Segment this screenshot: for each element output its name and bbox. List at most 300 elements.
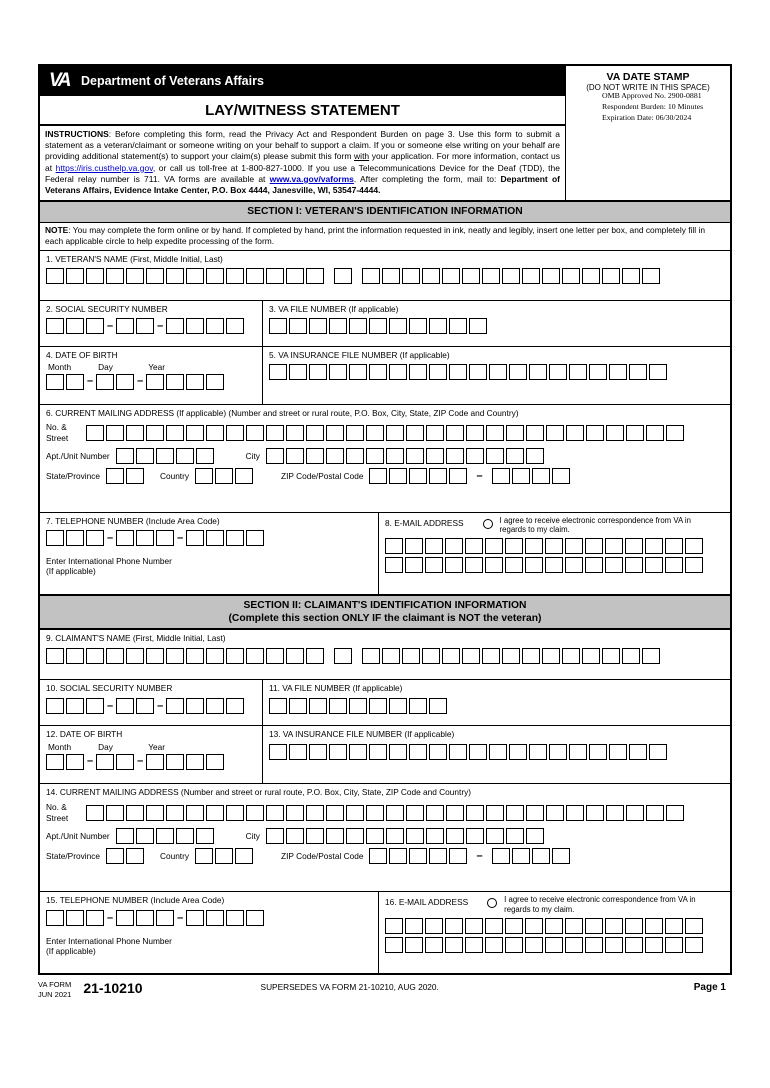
letter-box[interactable] xyxy=(266,828,284,844)
email-consent-radio[interactable] xyxy=(483,519,493,529)
letter-box[interactable] xyxy=(405,918,423,934)
letter-box[interactable] xyxy=(685,937,703,953)
letter-box[interactable] xyxy=(605,557,623,573)
letter-box[interactable] xyxy=(116,828,134,844)
letter-box[interactable] xyxy=(629,744,647,760)
letter-box[interactable] xyxy=(506,805,524,821)
letter-box[interactable] xyxy=(106,648,124,664)
letter-box[interactable] xyxy=(406,828,424,844)
letter-box[interactable] xyxy=(329,364,347,380)
letter-box[interactable] xyxy=(176,828,194,844)
letter-box[interactable] xyxy=(306,648,324,664)
letter-box[interactable] xyxy=(346,425,364,441)
letter-box[interactable] xyxy=(86,698,104,714)
letter-box[interactable] xyxy=(602,268,620,284)
letter-box[interactable] xyxy=(422,648,440,664)
letter-box[interactable] xyxy=(385,538,403,554)
letter-box[interactable] xyxy=(46,754,64,770)
letter-box[interactable] xyxy=(445,937,463,953)
letter-box[interactable] xyxy=(206,910,224,926)
letter-box[interactable] xyxy=(226,530,244,546)
letter-box[interactable] xyxy=(186,318,204,334)
letter-box[interactable] xyxy=(449,318,467,334)
letter-box[interactable] xyxy=(289,364,307,380)
letter-box[interactable] xyxy=(426,448,444,464)
letter-box[interactable] xyxy=(195,848,213,864)
letter-box[interactable] xyxy=(166,268,184,284)
letter-box[interactable] xyxy=(466,828,484,844)
letter-box[interactable] xyxy=(469,318,487,334)
letter-box[interactable] xyxy=(96,374,114,390)
letter-box[interactable] xyxy=(96,754,114,770)
letter-box[interactable] xyxy=(429,318,447,334)
letter-box[interactable] xyxy=(206,648,224,664)
letter-box[interactable] xyxy=(602,648,620,664)
letter-box[interactable] xyxy=(369,468,387,484)
letter-box[interactable] xyxy=(565,918,583,934)
letter-box[interactable] xyxy=(329,698,347,714)
letter-box[interactable] xyxy=(289,698,307,714)
letter-box[interactable] xyxy=(425,557,443,573)
letter-box[interactable] xyxy=(306,805,324,821)
letter-box[interactable] xyxy=(326,448,344,464)
letter-box[interactable] xyxy=(402,268,420,284)
letter-box[interactable] xyxy=(226,268,244,284)
letter-box[interactable] xyxy=(146,754,164,770)
letter-box[interactable] xyxy=(585,538,603,554)
letter-box[interactable] xyxy=(369,318,387,334)
letter-box[interactable] xyxy=(329,318,347,334)
letter-box[interactable] xyxy=(485,557,503,573)
letter-box[interactable] xyxy=(445,557,463,573)
letter-box[interactable] xyxy=(545,937,563,953)
letter-box[interactable] xyxy=(286,448,304,464)
letter-box[interactable] xyxy=(86,425,104,441)
letter-box[interactable] xyxy=(626,805,644,821)
letter-box[interactable] xyxy=(685,557,703,573)
letter-box[interactable] xyxy=(186,754,204,770)
letter-box[interactable] xyxy=(116,698,134,714)
letter-box[interactable] xyxy=(489,364,507,380)
letter-box[interactable] xyxy=(106,425,124,441)
letter-box[interactable] xyxy=(505,557,523,573)
letter-box[interactable] xyxy=(429,848,447,864)
letter-box[interactable] xyxy=(46,910,64,926)
letter-box[interactable] xyxy=(665,937,683,953)
letter-box[interactable] xyxy=(549,364,567,380)
letter-box[interactable] xyxy=(86,805,104,821)
letter-box[interactable] xyxy=(286,648,304,664)
letter-box[interactable] xyxy=(422,268,440,284)
letter-box[interactable] xyxy=(326,828,344,844)
letter-box[interactable] xyxy=(186,530,204,546)
letter-box[interactable] xyxy=(409,364,427,380)
letter-box[interactable] xyxy=(526,805,544,821)
letter-box[interactable] xyxy=(565,557,583,573)
letter-box[interactable] xyxy=(366,805,384,821)
letter-box[interactable] xyxy=(542,268,560,284)
letter-box[interactable] xyxy=(609,744,627,760)
letter-box[interactable] xyxy=(402,648,420,664)
letter-box[interactable] xyxy=(446,448,464,464)
letter-box[interactable] xyxy=(286,268,304,284)
letter-box[interactable] xyxy=(429,468,447,484)
letter-box[interactable] xyxy=(509,744,527,760)
letter-box[interactable] xyxy=(449,468,467,484)
letter-box[interactable] xyxy=(226,318,244,334)
letter-box[interactable] xyxy=(196,828,214,844)
letter-box[interactable] xyxy=(366,828,384,844)
letter-box[interactable] xyxy=(46,698,64,714)
letter-box[interactable] xyxy=(215,468,233,484)
letter-box[interactable] xyxy=(629,364,647,380)
letter-box[interactable] xyxy=(116,318,134,334)
letter-box[interactable] xyxy=(442,648,460,664)
letter-box[interactable] xyxy=(492,468,510,484)
letter-box[interactable] xyxy=(146,425,164,441)
letter-box[interactable] xyxy=(565,937,583,953)
letter-box[interactable] xyxy=(136,530,154,546)
letter-box[interactable] xyxy=(66,698,84,714)
letter-box[interactable] xyxy=(386,828,404,844)
letter-box[interactable] xyxy=(116,374,134,390)
letter-box[interactable] xyxy=(46,374,64,390)
letter-box[interactable] xyxy=(136,448,154,464)
letter-box[interactable] xyxy=(665,538,683,554)
letter-box[interactable] xyxy=(609,364,627,380)
letter-box[interactable] xyxy=(362,268,380,284)
letter-box[interactable] xyxy=(66,268,84,284)
letter-box[interactable] xyxy=(326,425,344,441)
letter-box[interactable] xyxy=(385,918,403,934)
letter-box[interactable] xyxy=(529,364,547,380)
letter-box[interactable] xyxy=(386,448,404,464)
letter-box[interactable] xyxy=(486,448,504,464)
letter-box[interactable] xyxy=(429,698,447,714)
letter-box[interactable] xyxy=(665,918,683,934)
letter-box[interactable] xyxy=(156,910,174,926)
letter-box[interactable] xyxy=(309,698,327,714)
letter-box[interactable] xyxy=(582,648,600,664)
letter-box[interactable] xyxy=(266,448,284,464)
letter-box[interactable] xyxy=(309,364,327,380)
letter-box[interactable] xyxy=(186,698,204,714)
letter-box[interactable] xyxy=(136,828,154,844)
letter-box[interactable] xyxy=(389,364,407,380)
letter-box[interactable] xyxy=(626,425,644,441)
letter-box[interactable] xyxy=(166,754,184,770)
letter-box[interactable] xyxy=(465,538,483,554)
letter-box[interactable] xyxy=(642,648,660,664)
letter-box[interactable] xyxy=(605,538,623,554)
letter-box[interactable] xyxy=(642,268,660,284)
letter-box[interactable] xyxy=(46,268,64,284)
letter-box[interactable] xyxy=(116,530,134,546)
letter-box[interactable] xyxy=(226,910,244,926)
letter-box[interactable] xyxy=(246,648,264,664)
letter-box[interactable] xyxy=(206,805,224,821)
letter-box[interactable] xyxy=(589,744,607,760)
letter-box[interactable] xyxy=(489,744,507,760)
letter-box[interactable] xyxy=(126,425,144,441)
letter-box[interactable] xyxy=(66,648,84,664)
letter-box[interactable] xyxy=(409,318,427,334)
letter-box[interactable] xyxy=(116,910,134,926)
letter-box[interactable] xyxy=(482,268,500,284)
letter-box[interactable] xyxy=(86,648,104,664)
letter-box[interactable] xyxy=(66,374,84,390)
letter-box[interactable] xyxy=(532,848,550,864)
letter-box[interactable] xyxy=(509,364,527,380)
letter-box[interactable] xyxy=(446,805,464,821)
letter-box[interactable] xyxy=(545,538,563,554)
letter-box[interactable] xyxy=(425,918,443,934)
letter-box[interactable] xyxy=(146,648,164,664)
letter-box[interactable] xyxy=(645,557,663,573)
letter-box[interactable] xyxy=(389,744,407,760)
letter-box[interactable] xyxy=(286,805,304,821)
letter-box[interactable] xyxy=(136,698,154,714)
letter-box[interactable] xyxy=(606,425,624,441)
letter-box[interactable] xyxy=(306,448,324,464)
letter-box[interactable] xyxy=(426,828,444,844)
letter-box[interactable] xyxy=(465,557,483,573)
letter-box[interactable] xyxy=(306,828,324,844)
letter-box[interactable] xyxy=(346,828,364,844)
letter-box[interactable] xyxy=(166,698,184,714)
letter-box[interactable] xyxy=(215,848,233,864)
letter-box[interactable] xyxy=(186,268,204,284)
letter-box[interactable] xyxy=(126,848,144,864)
letter-box[interactable] xyxy=(166,425,184,441)
letter-box[interactable] xyxy=(146,268,164,284)
letter-box[interactable] xyxy=(235,848,253,864)
letter-box[interactable] xyxy=(522,648,540,664)
letter-box[interactable] xyxy=(246,268,264,284)
letter-box[interactable] xyxy=(429,744,447,760)
letter-box[interactable] xyxy=(86,530,104,546)
letter-box[interactable] xyxy=(512,848,530,864)
letter-box[interactable] xyxy=(649,744,667,760)
letter-box[interactable] xyxy=(546,805,564,821)
letter-box[interactable] xyxy=(389,318,407,334)
letter-box[interactable] xyxy=(466,425,484,441)
letter-box[interactable] xyxy=(465,918,483,934)
letter-box[interactable] xyxy=(126,268,144,284)
letter-box[interactable] xyxy=(269,364,287,380)
letter-box[interactable] xyxy=(206,268,224,284)
iris-link[interactable]: https://iris.custhelp.va.gov xyxy=(55,162,153,173)
letter-box[interactable] xyxy=(542,648,560,664)
letter-box[interactable] xyxy=(326,805,344,821)
letter-box[interactable] xyxy=(469,364,487,380)
letter-box[interactable] xyxy=(605,918,623,934)
letter-box[interactable] xyxy=(646,805,664,821)
letter-box[interactable] xyxy=(146,805,164,821)
letter-box[interactable] xyxy=(486,425,504,441)
letter-box[interactable] xyxy=(166,318,184,334)
letter-box[interactable] xyxy=(409,848,427,864)
letter-box[interactable] xyxy=(286,828,304,844)
letter-box[interactable] xyxy=(526,828,544,844)
letter-box[interactable] xyxy=(582,268,600,284)
letter-box[interactable] xyxy=(409,698,427,714)
letter-box[interactable] xyxy=(226,805,244,821)
letter-box[interactable] xyxy=(425,937,443,953)
letter-box[interactable] xyxy=(625,918,643,934)
letter-box[interactable] xyxy=(136,318,154,334)
letter-box[interactable] xyxy=(405,557,423,573)
letter-box[interactable] xyxy=(366,425,384,441)
letter-box[interactable] xyxy=(226,698,244,714)
letter-box[interactable] xyxy=(346,805,364,821)
letter-box[interactable] xyxy=(442,268,460,284)
letter-box[interactable] xyxy=(106,268,124,284)
letter-box[interactable] xyxy=(266,648,284,664)
letter-box[interactable] xyxy=(309,318,327,334)
letter-box[interactable] xyxy=(186,425,204,441)
letter-box[interactable] xyxy=(585,918,603,934)
letter-box[interactable] xyxy=(166,805,184,821)
letter-box[interactable] xyxy=(156,530,174,546)
letter-box[interactable] xyxy=(235,468,253,484)
letter-box[interactable] xyxy=(502,268,520,284)
letter-box[interactable] xyxy=(86,268,104,284)
letter-box[interactable] xyxy=(525,538,543,554)
letter-box[interactable] xyxy=(649,364,667,380)
letter-box[interactable] xyxy=(449,744,467,760)
letter-box[interactable] xyxy=(366,448,384,464)
letter-box[interactable] xyxy=(269,698,287,714)
letter-box[interactable] xyxy=(405,937,423,953)
letter-box[interactable] xyxy=(569,744,587,760)
vaforms-link[interactable]: www.va.gov/vaforms xyxy=(269,173,354,184)
letter-box[interactable] xyxy=(146,374,164,390)
letter-box[interactable] xyxy=(306,425,324,441)
letter-box[interactable] xyxy=(425,538,443,554)
letter-box[interactable] xyxy=(226,648,244,664)
letter-box[interactable] xyxy=(106,848,124,864)
letter-box[interactable] xyxy=(386,425,404,441)
letter-box[interactable] xyxy=(246,910,264,926)
letter-box[interactable] xyxy=(66,910,84,926)
letter-box[interactable] xyxy=(349,744,367,760)
letter-box[interactable] xyxy=(546,425,564,441)
letter-box[interactable] xyxy=(485,538,503,554)
letter-box[interactable] xyxy=(462,648,480,664)
letter-box[interactable] xyxy=(289,744,307,760)
letter-box[interactable] xyxy=(566,805,584,821)
letter-box[interactable] xyxy=(246,530,264,546)
letter-box[interactable] xyxy=(426,805,444,821)
letter-box[interactable] xyxy=(66,754,84,770)
letter-box[interactable] xyxy=(585,937,603,953)
letter-box[interactable] xyxy=(86,318,104,334)
letter-box[interactable] xyxy=(206,698,224,714)
letter-box[interactable] xyxy=(334,648,352,664)
letter-box[interactable] xyxy=(166,648,184,664)
letter-box[interactable] xyxy=(126,648,144,664)
letter-box[interactable] xyxy=(482,648,500,664)
letter-box[interactable] xyxy=(289,318,307,334)
letter-box[interactable] xyxy=(486,828,504,844)
letter-box[interactable] xyxy=(625,538,643,554)
letter-box[interactable] xyxy=(622,648,640,664)
letter-box[interactable] xyxy=(429,364,447,380)
letter-box[interactable] xyxy=(186,910,204,926)
letter-box[interactable] xyxy=(156,448,174,464)
letter-box[interactable] xyxy=(569,364,587,380)
letter-box[interactable] xyxy=(406,448,424,464)
letter-box[interactable] xyxy=(389,848,407,864)
letter-box[interactable] xyxy=(685,538,703,554)
letter-box[interactable] xyxy=(156,828,174,844)
letter-box[interactable] xyxy=(126,468,144,484)
letter-box[interactable] xyxy=(66,530,84,546)
letter-box[interactable] xyxy=(406,425,424,441)
letter-box[interactable] xyxy=(116,754,134,770)
letter-box[interactable] xyxy=(586,425,604,441)
letter-box[interactable] xyxy=(552,848,570,864)
letter-box[interactable] xyxy=(246,425,264,441)
letter-box[interactable] xyxy=(506,448,524,464)
letter-box[interactable] xyxy=(382,268,400,284)
letter-box[interactable] xyxy=(406,805,424,821)
letter-box[interactable] xyxy=(526,448,544,464)
letter-box[interactable] xyxy=(529,744,547,760)
letter-box[interactable] xyxy=(409,468,427,484)
letter-box[interactable] xyxy=(369,744,387,760)
letter-box[interactable] xyxy=(525,557,543,573)
letter-box[interactable] xyxy=(552,468,570,484)
letter-box[interactable] xyxy=(505,937,523,953)
letter-box[interactable] xyxy=(116,448,134,464)
email-consent-radio[interactable] xyxy=(487,898,497,908)
letter-box[interactable] xyxy=(195,468,213,484)
letter-box[interactable] xyxy=(505,918,523,934)
letter-box[interactable] xyxy=(666,805,684,821)
letter-box[interactable] xyxy=(449,364,467,380)
letter-box[interactable] xyxy=(266,805,284,821)
letter-box[interactable] xyxy=(589,364,607,380)
letter-box[interactable] xyxy=(269,744,287,760)
letter-box[interactable] xyxy=(136,910,154,926)
letter-box[interactable] xyxy=(186,805,204,821)
letter-box[interactable] xyxy=(665,557,683,573)
letter-box[interactable] xyxy=(369,848,387,864)
letter-box[interactable] xyxy=(545,918,563,934)
letter-box[interactable] xyxy=(522,268,540,284)
letter-box[interactable] xyxy=(666,425,684,441)
letter-box[interactable] xyxy=(106,468,124,484)
letter-box[interactable] xyxy=(46,648,64,664)
letter-box[interactable] xyxy=(525,937,543,953)
letter-box[interactable] xyxy=(545,557,563,573)
letter-box[interactable] xyxy=(505,538,523,554)
letter-box[interactable] xyxy=(226,425,244,441)
letter-box[interactable] xyxy=(622,268,640,284)
letter-box[interactable] xyxy=(506,425,524,441)
letter-box[interactable] xyxy=(389,468,407,484)
letter-box[interactable] xyxy=(645,937,663,953)
letter-box[interactable] xyxy=(625,557,643,573)
letter-box[interactable] xyxy=(186,374,204,390)
letter-box[interactable] xyxy=(409,744,427,760)
letter-box[interactable] xyxy=(206,318,224,334)
letter-box[interactable] xyxy=(286,425,304,441)
letter-box[interactable] xyxy=(46,318,64,334)
letter-box[interactable] xyxy=(385,557,403,573)
